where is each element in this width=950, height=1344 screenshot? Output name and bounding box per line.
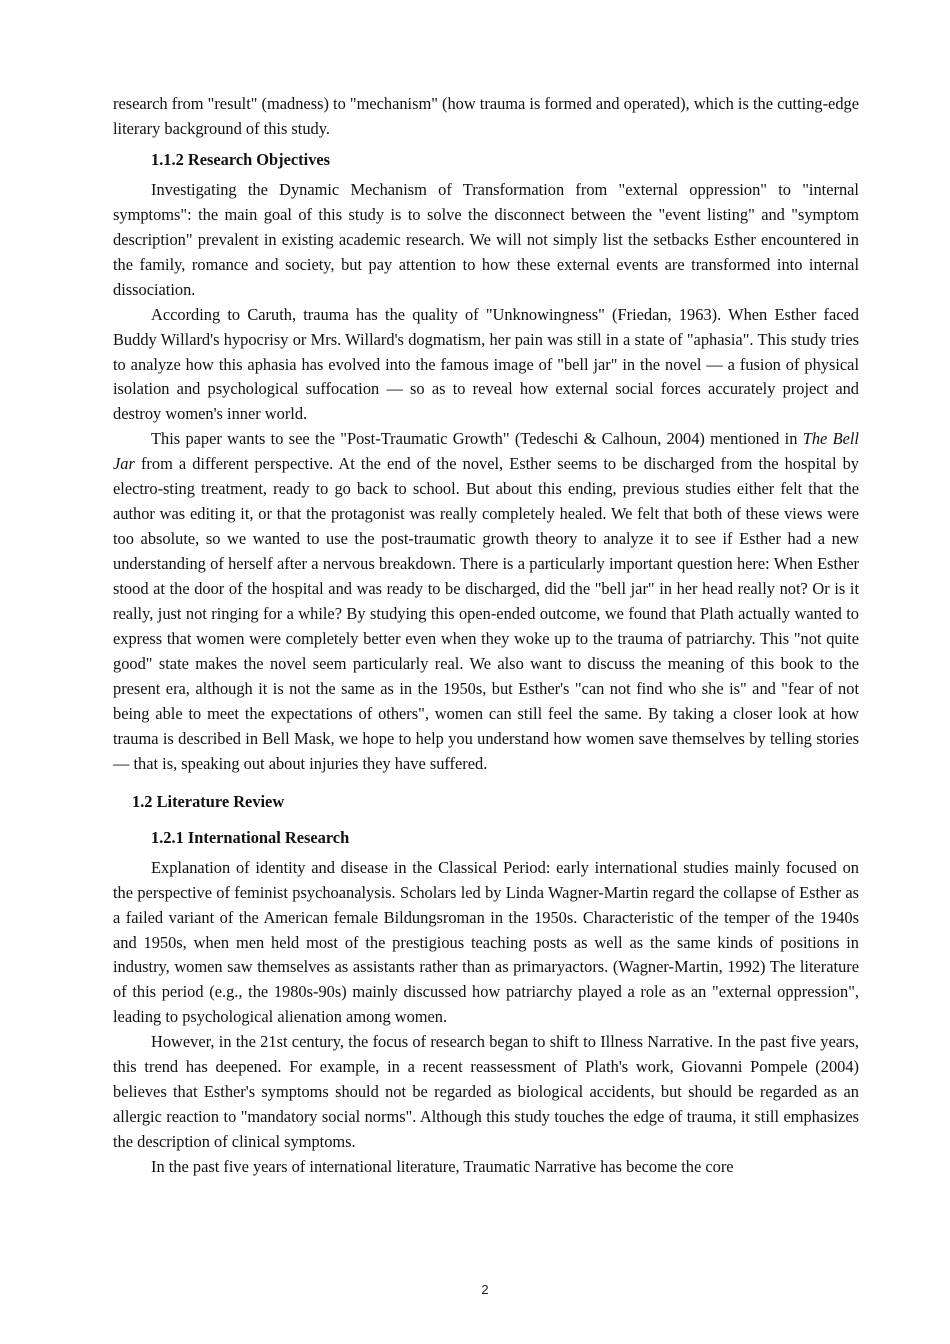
paragraph-continuation: research from "result" (madness) to "mechanism" (how trauma is formed and operated), which is the cutting-edge literary background of this study.: [113, 94, 859, 138]
paragraph-traumatic-narrative: In the past five years of international literature, Traumatic Narrative has become the core: [151, 1157, 734, 1177]
paragraph-post-traumatic-growth: [113, 427, 859, 776]
paragraph-classical-period: Explanation of identity and disease in the Classical Period: early international studies mainly focused on the perspective of feminist psychoanalysis. Scholars led by Linda Wagner-Martin regard the collapse of Esther as a failed variant of the American female Bildungsroman in the 1950s. Characteristic of the temper of the 1940s and 1950s, when men held most of the prestigious teaching posts as well as the same kinds of positions in industry, women saw themselves as assistants rather than as primaryactors. (Wagner-Martin, 1992) The literature of this period (e.g., the 1980s-90s) mainly discussed how patriarchy played a role as an "external oppression", leading to psychological alienation among women.: [113, 857, 859, 1027]
heading-research-objectives: 1.1.2 Research Objectives: [151, 149, 331, 169]
paragraph-text-segment: This paper wants to see the "Post-Traumatic Growth" (Tedeschi & Calhoun, 2004) mentioned in: [151, 429, 803, 449]
heading-literature-review: 1.2 Literature Review: [132, 791, 285, 811]
page-body: [113, 92, 859, 1180]
heading-international-research: 1.2.1 International Research: [151, 827, 350, 847]
page-number: 2: [481, 1282, 489, 1297]
paragraph-illness-narrative: However, in the 21st century, the focus of research began to shift to Illness Narrative. In the past five years, this trend has deepened. For example, in a recent reassessment of Plath's work, Giovanni Pompele (2004) believes that Esther's symptoms should not be regarded as biological accidents, but should be regarded as an allergic reaction to "mandatory social norms". Although this study touches the edge of trauma, it still emphasizes the description of clinical symptoms.: [113, 1032, 859, 1152]
paragraph-caruth-unknowingness: According to Caruth, trauma has the quality of "Unknowingness" (Friedan, 1963). When Esther faced Buddy Willard's hypocrisy or Mrs. Willard's dogmatism, her pain was still in a state of "aphasia". This study tries to analyze how this aphasia has evolved into the famous image of "bell jar" in the novel — a fusion of physical isolation and psychological suffocation — so as to reveal how external social forces accurately project and destroy women's inner world.: [113, 304, 859, 424]
paragraph-text-segment: from a different perspective. At the end of the novel, Esther seems to be discharged from the hospital by electro-sting treatment, ready to go back to school. But about this ending, previous studies either felt that the author was editing it, or that the protagonist was really completely healed. We felt that both of these views were too absolute, so we wanted to use the post-traumatic growth theory to analyze it to see if Esther had a new understanding of herself after a nervous breakdown. There is a particularly important question here: When Esther stood at the door of the hospital and was ready to be discharged, did the "bell jar" in her head really not? Or is it really, just not ringing for a while? By studying this open-ended outcome, we found that Plath actually wanted to express that women were completely better even when they woke up to the trauma of patriarchy. This "not quite good" state makes the novel seem particularly real. We also want to discuss the meaning of this book to the present era, although it is not the same as in the 1950s, but Esther's "can not find who she is" and "fear of not being able to meet the expectations of others", women can still feel the same. By taking a closer look at how trauma is described in Bell Mask, we hope to help you understand how women save themselves by telling stories — that is, speaking out about injuries they have suffered.: [113, 454, 859, 773]
book-title: The Bell Jar: [113, 429, 859, 474]
paragraph-objectives-mechanism: Investigating the Dynamic Mechanism of Transformation from "external oppression" to "internal symptoms": the main goal of this study is to solve the disconnect between the "event listing" and "symptom description" prevalent in existing academic research. We will not simply list the setbacks Esther encountered in the family, romance and society, but pay attention to how these external events are transformed into internal dissociation.: [113, 179, 859, 299]
